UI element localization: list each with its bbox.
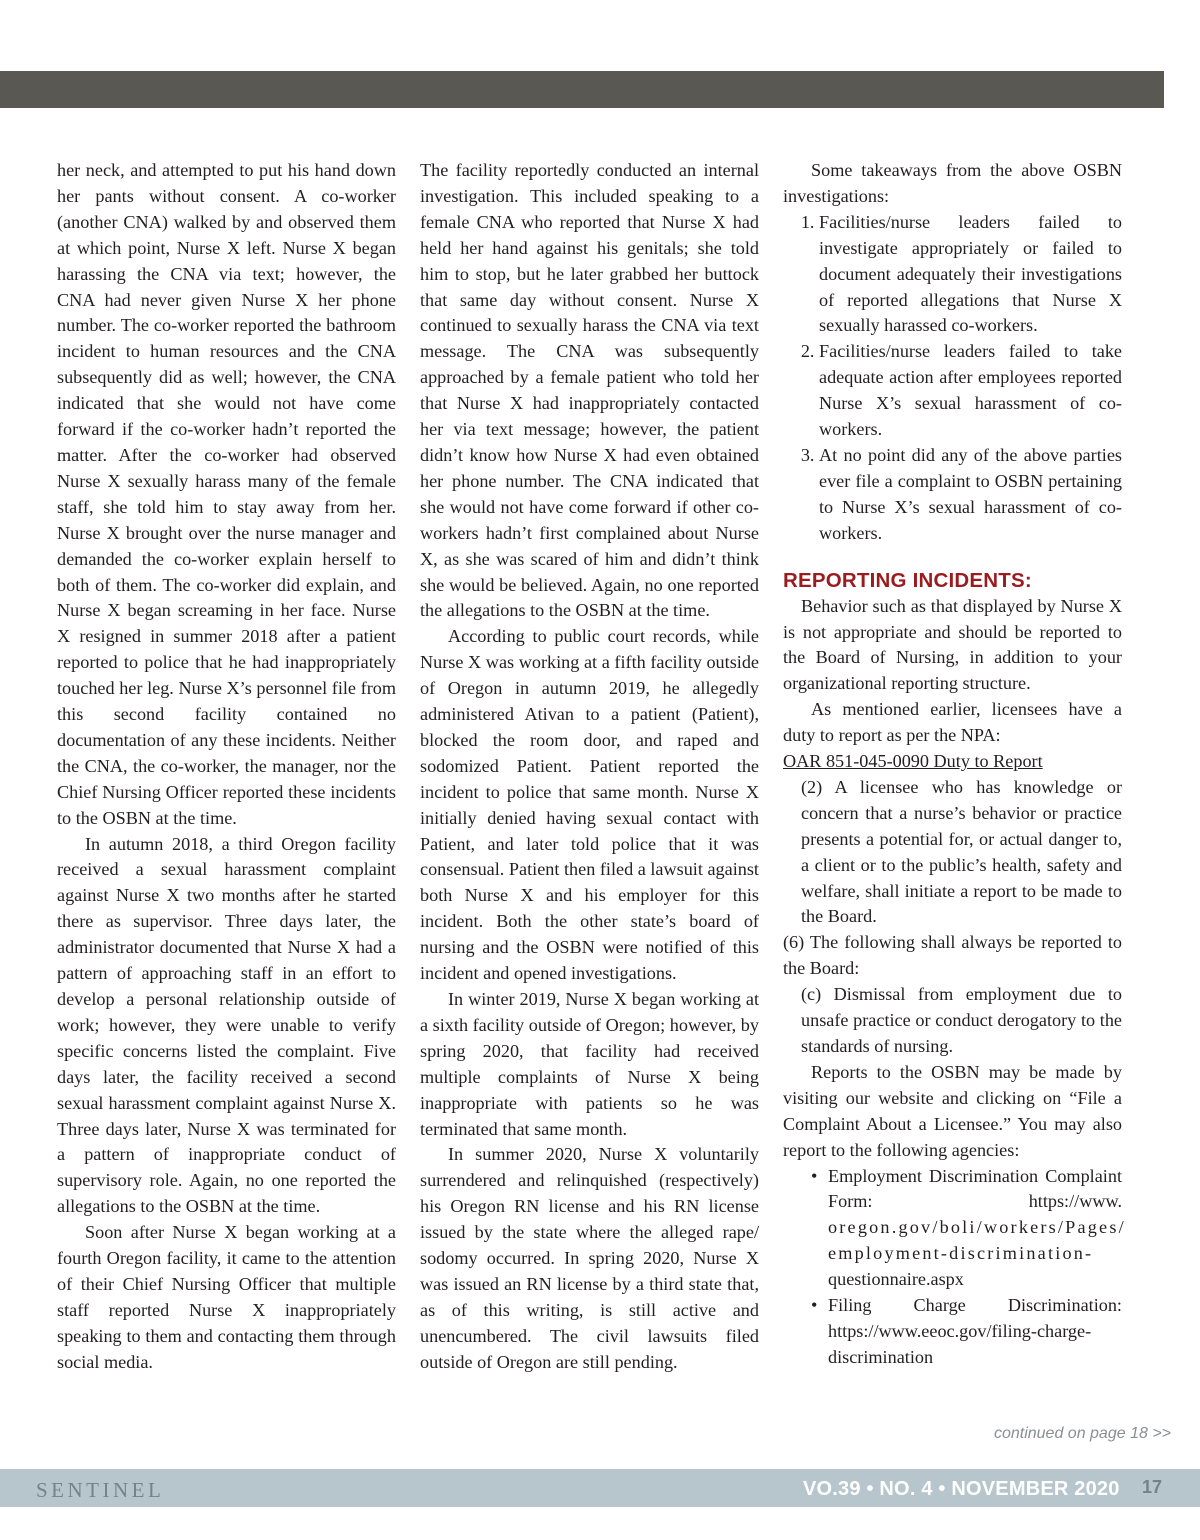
- issue-info: VO.39 • NO. 4 • NOVEMBER 2020: [803, 1478, 1120, 1500]
- publication-title: SENTINEL: [36, 1478, 165, 1502]
- rule-6-text: (6) The following shall always be reported to the Board:: [783, 932, 1122, 979]
- reporting-paragraph: Reports to the OSBN may be made by visiting our website and clicking on “File a Complaint About a Licensee.” You may also report to the following agencies:: [783, 1061, 1122, 1160]
- article-paragraph: her neck, and attempted to put his hand down her pants without consent. A co-worker (another CNA) walked by and observed them at which point, Nurse X left. Nurse X began harassing the CNA via text; however, the CNA had never given Nurse X her phone number. The co-worker reported the bathroom incident to human resources and the CNA subsequently did as well; however, the CNA indicated that she would not have come forward if the co-worker hadn’t reported the matter. After the co-worker had observed Nurse X sexually harass many of the female staff, she told him to stay away from her. Nurse X brought over the nurse manager and demanded the co-worker explain herself to both of them. The co-worker did explain, and Nurse X began screaming in her face. Nurse X resigned in summer 2018 after a patient reported to police that he had inappropriately touched her leg. Nurse X’s personnel file from this second facility contained no documentation of any these incidents. Neither the CNA, the co-worker, the manager, nor the Chief Nursing Officer reported these incidents to the OSBN at the time.: [57, 160, 396, 828]
- article-paragraph: In winter 2019, Nurse X began working at a sixth facility outside of Oregon; however, by spring 2020, that facility had received multiple complaints of Nurse X being inappropriate with patients so he was terminated that same month.: [420, 989, 759, 1139]
- agency-label: Filing Charge Discrimination:: [828, 1295, 1122, 1316]
- agency-url-link[interactable]: questionnaire.aspx: [828, 1269, 964, 1290]
- article-paragraph: The facility reportedly conducted an internal investigation. This included speaking to a female CNA who reported that Nurse X had held her hand against his genitals; she told him to stop, but he later grabbed her buttock that same day without consent. Nurse X continued to sexually harass the CNA via text message. The CNA was subsequently approached by a female patient who told her that Nurse X had inappropriately contacted her via text message; however, the patient didn’t know how Nurse X had even obtained her phone number. The CNA indicated that she would not have come forward if other co-workers hadn’t first complained about Nurse X, as she was scared of him and didn’t think she would be believed. Again, no one reported the allegations to the OSBN at the time.: [420, 160, 759, 621]
- article-paragraph: In autumn 2018, a third Oregon facility received a sexual harassment complaint against Nurse X two months after he started there as supervisor. Three days later, the administrator documented that Nurse X had a pattern of approaching staff in an effort to develop a personal relationship outside of work; however, they were unable to verify specific concerns listed the complaint. Five days later, the facility received a second sexual harassment complaint against Nurse X. Three days later, Nurse X was terminated for a pattern of inappropriate conduct of supervisory role. Again, no one reported the allegations to the OSBN at the time.: [57, 833, 396, 1217]
- article-paragraph: Soon after Nurse X began working at a fourth Oregon facility, it came to the attention of their Chief Nursing Officer that multiple staff reported Nurse X inappropriately speaking to them and contacting them through social media.: [57, 1222, 396, 1372]
- article-column-3: [783, 158, 1126, 1371]
- takeaway-item: 2. Facilities/nurse leaders failed to take adequate action after employees reported Nurse X’s sexual harassment of co-workers.: [819, 339, 1122, 443]
- agency-url-link[interactable]: https://www.eeoc.gov/filing-charge-: [828, 1320, 1092, 1341]
- agency-url-link[interactable]: https://www.: [1028, 1191, 1122, 1212]
- continued-on-next-page: continued on page 18 >>: [993, 1425, 1171, 1442]
- section-heading-reporting-incidents: REPORTING INCIDENTS:: [783, 568, 1032, 592]
- reporting-paragraph: As mentioned earlier, licensees have a duty to report as per the NPA:: [783, 699, 1122, 746]
- oar-duty-to-report-link[interactable]: OAR 851-045-0090 Duty to Report: [783, 751, 1043, 772]
- takeaway-item: 3. At no point did any of the above parties ever file a complaint to OSBN pertaining to Nurse X’s sexual harassment of co-workers.: [819, 443, 1122, 547]
- reporting-paragraph: Behavior such as that displayed by Nurse X is not appropriate and should be reported to the Board of Nursing, in addition to your organizational reporting structure.: [783, 595, 1122, 694]
- top-header-bar: [0, 71, 1164, 108]
- agency-item-employment-discrimination: [828, 1164, 1126, 1294]
- article-paragraph: According to public court records, while Nurse X was working at a fifth facility outside of Oregon in autumn 2019, he allegedly administered Ativan to a patient (Patient), blocked the room door, and raped and sodomized Patient. Patient reported the incident to police that same month. Nurse X initially denied having sexual contact with Patient, and later told police that it was consensual. Patient then filed a lawsuit against both Nurse X and his employer for this incident. Both the other state’s board of nursing and the OSBN were notified of this incident and opened investigations.: [420, 626, 759, 984]
- takeaways-intro: Some takeaways from the above OSBN investigations:: [783, 160, 1122, 206]
- article-paragraph: In summer 2020, Nurse X voluntarily surrendered and relinquished (respectively) his Oregon RN license and his RN license issued by the state where the alleged rape/ sodomy occurred. In spring 2020, Nurse X was issued an RN license by a third state that, as of this writing, is still active and unencumbered. The civil lawsuits filed outside of Oregon are still pending.: [420, 1144, 759, 1372]
- takeaway-item: 1. Facilities/nurse leaders failed to investigate appropriately or failed to document adequately their investigations of reported allegations that Nurse X sexually harassed co-workers.: [819, 210, 1122, 340]
- article-column-2: [420, 158, 759, 1376]
- agency-label: Employment Discrimination Complaint Form:: [828, 1165, 1122, 1212]
- takeaways-list: [783, 210, 1122, 547]
- agency-list: [783, 1164, 1126, 1371]
- page-number: 17: [1142, 1477, 1163, 1497]
- agency-url-link[interactable]: oregon.gov/boli/workers/Pages/: [828, 1217, 1126, 1238]
- rule-2-text: (2) A licensee who has knowledge or concern that a nurse’s behavior or practice presents a potential for, or actual danger to, a client or to the public’s health, safety and welfare, shall initiate a report to be made to the Board.: [801, 776, 1122, 927]
- article-column-1: [57, 158, 396, 1376]
- agency-url-link[interactable]: employment-discrimination-: [828, 1243, 1094, 1264]
- agency-url-link[interactable]: discrimination: [828, 1346, 934, 1367]
- agency-item-filing-charge: [828, 1293, 1122, 1371]
- rule-6c-text: (c) Dismissal from employment due to unsafe practice or conduct derogatory to the standards of nursing.: [801, 984, 1122, 1056]
